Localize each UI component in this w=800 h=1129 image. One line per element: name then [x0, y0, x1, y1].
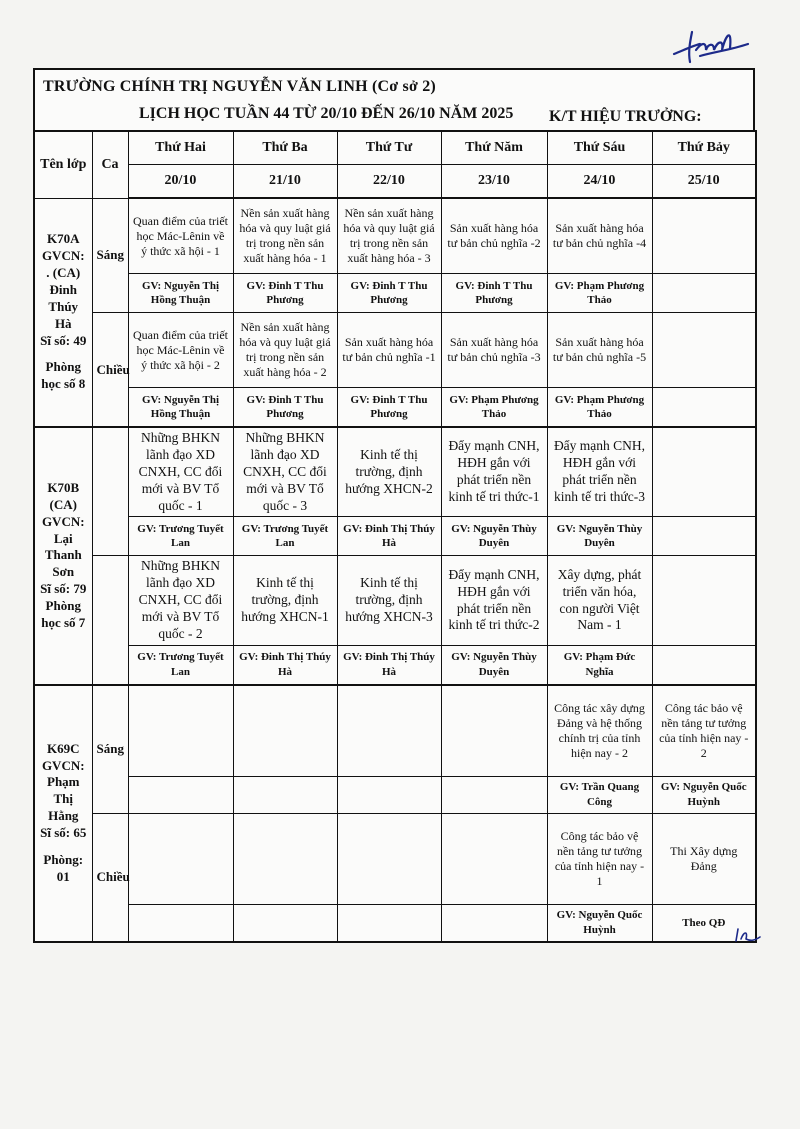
subject-row — [34, 313, 756, 388]
class-info-line: Sĩ số: 49 — [40, 332, 87, 348]
class-column-header: Tên lớp — [34, 131, 92, 198]
day-date: 22/10 — [337, 165, 441, 199]
subject-row — [34, 685, 756, 777]
day-name: Thứ Bảy — [652, 131, 756, 165]
session-label: Sáng — [92, 198, 128, 313]
class-info-line: Sĩ số: 65 — [40, 825, 87, 841]
subject-cell: Công tác bảo vệ nền tảng tư tưởng của tỉnh hiện nay - 2 — [652, 685, 756, 777]
subject-cell — [128, 685, 233, 777]
subject-cell: Sản xuất hàng hóa tư bản chủ nghĩa -1 — [337, 313, 441, 388]
subject-cell — [128, 813, 233, 904]
subject-cell: Những BHKN lãnh đạo XD CNXH, CC đổi mới và BV Tổ quốc - 3 — [233, 427, 337, 517]
subject-cell: Quan điểm của triết học Mác-Lênin về ý thức xã hội - 2 — [128, 313, 233, 388]
teacher-cell — [652, 517, 756, 556]
subject-cell: Đẩy mạnh CNH, HĐH gắn với phát triển nền kinh tế tri thức-3 — [547, 427, 652, 517]
teacher-cell: GV: Đinh T Thu Phương — [337, 388, 441, 428]
teacher-cell — [128, 904, 233, 942]
subject-cell — [337, 685, 441, 777]
class-info-line: Sĩ số: 79 — [40, 581, 87, 597]
class-info-line: Phòng: 01 — [43, 852, 84, 884]
class-info-line: K70A — [47, 231, 80, 247]
subject-cell: Sản xuất hàng hóa tư bản chủ nghĩa -2 — [441, 198, 547, 274]
day-date: 25/10 — [652, 165, 756, 199]
class-info-line: K69C — [47, 740, 80, 756]
subject-cell — [233, 685, 337, 777]
teacher-cell — [128, 776, 233, 813]
subject-cell: Kinh tế thị trường, định hướng XHCN-2 — [337, 427, 441, 517]
day-date: 24/10 — [547, 165, 652, 199]
session-label — [92, 427, 128, 556]
subject-cell: Sản xuất hàng hóa tư bản chủ nghĩa -3 — [441, 313, 547, 388]
schedule-table — [33, 130, 757, 943]
subject-cell: Sản xuất hàng hóa tư bản chủ nghĩa -4 — [547, 198, 652, 274]
schedule-title: LỊCH HỌC TUẦN 44 TỪ 20/10 ĐẾN 26/10 NĂM 2025 — [139, 105, 514, 122]
subject-row — [34, 556, 756, 645]
teacher-cell: GV: Đinh Thị Thúy Hà — [233, 645, 337, 685]
teacher-cell: GV: Phạm Đức Nghĩa — [547, 645, 652, 685]
subject-cell: Kinh tế thị trường, định hướng XHCN-3 — [337, 556, 441, 645]
session-label: Sáng — [92, 685, 128, 814]
teacher-cell — [337, 904, 441, 942]
subject-row — [34, 427, 756, 517]
teacher-cell: Theo QĐ — [652, 904, 756, 942]
class-info-line: học số 7 — [41, 614, 86, 630]
subject-cell — [441, 813, 547, 904]
teacher-cell: GV: Phạm Phương Thảo — [547, 388, 652, 428]
teacher-cell: GV: Nguyễn Thùy Duyên — [441, 517, 547, 556]
teacher-cell: GV: Nguyễn Quốc Huỳnh — [547, 904, 652, 942]
teacher-cell — [652, 388, 756, 428]
class-info-line: GVCN: — [41, 513, 85, 529]
day-name: Thứ Ba — [233, 131, 337, 165]
teacher-row — [34, 517, 756, 556]
teacher-cell: GV: Nguyễn Thị Hồng Thuận — [128, 274, 233, 313]
teacher-cell: GV: Phạm Phương Thảo — [441, 388, 547, 428]
class-info-line: Phòng — [45, 598, 81, 614]
teacher-cell: GV: Đinh Thị Thúy Hà — [337, 645, 441, 685]
subject-cell — [233, 813, 337, 904]
teacher-cell: GV: Nguyễn Thị Hồng Thuận — [128, 388, 233, 428]
signer-label: K/T HIỆU TRƯỞNG: — [549, 108, 702, 125]
day-date: 21/10 — [233, 165, 337, 199]
subject-cell: Đẩy mạnh CNH, HĐH gắn với phát triển nền kinh tế tri thức-2 — [441, 556, 547, 645]
subject-cell: Quan điểm của triết học Mác-Lênin về ý thức xã hội - 1 — [128, 198, 233, 274]
subject-cell — [652, 198, 756, 274]
subject-row — [34, 813, 756, 904]
teacher-cell: GV: Đinh Thị Thúy Hà — [337, 517, 441, 556]
class-info-line: Hằng — [48, 808, 79, 824]
class-info-line: (CA) — [49, 496, 77, 512]
subject-cell: Đẩy mạnh CNH, HĐH gắn với phát triển nền kinh tế tri thức-1 — [441, 427, 547, 517]
subject-cell — [652, 313, 756, 388]
subject-cell: Nền sản xuất hàng hóa và quy luật giá trị trong nền sản xuất hàng hóa - 3 — [337, 198, 441, 274]
teacher-cell — [652, 645, 756, 685]
session-column-header: Ca — [92, 131, 128, 198]
teacher-cell: GV: Đinh T Thu Phương — [233, 388, 337, 428]
day-name: Thứ Năm — [441, 131, 547, 165]
teacher-row — [34, 776, 756, 813]
teacher-cell — [233, 776, 337, 813]
class-info-line — [39, 349, 88, 359]
class-info-line: học số 8 — [41, 376, 86, 392]
day-date: 23/10 — [441, 165, 547, 199]
day-name: Thứ Hai — [128, 131, 233, 165]
class-info-line: . (CA) — [46, 265, 81, 281]
class-info-cell — [34, 427, 92, 685]
teacher-cell — [233, 904, 337, 942]
teacher-cell: GV: Trương Tuyết Lan — [233, 517, 337, 556]
subject-cell — [441, 685, 547, 777]
document-header — [33, 68, 755, 130]
class-info-line: K70B — [47, 479, 80, 495]
class-info-line: Thúy Hà — [48, 298, 79, 331]
principal-signature — [670, 20, 750, 70]
teacher-cell: GV: Nguyễn Thùy Duyên — [441, 645, 547, 685]
class-info-line: Lại — [53, 530, 73, 546]
school-name: TRƯỜNG CHÍNH TRỊ NGUYỄN VĂN LINH (Cơ sở 2) — [43, 78, 436, 95]
teacher-cell — [441, 904, 547, 942]
teacher-cell — [441, 776, 547, 813]
subject-cell — [652, 427, 756, 517]
class-info-cell — [34, 685, 92, 942]
subject-cell: Thi Xây dựng Đảng — [652, 813, 756, 904]
day-date: 20/10 — [128, 165, 233, 199]
class-info-line: GVCN: — [41, 757, 85, 773]
initials-mark — [732, 925, 762, 945]
session-label — [92, 556, 128, 685]
teacher-cell: GV: Trương Tuyết Lan — [128, 645, 233, 685]
class-info-line: GVCN: — [41, 248, 85, 264]
teacher-cell: GV: Đinh T Thu Phương — [233, 274, 337, 313]
class-info-cell — [34, 198, 92, 427]
class-info-line: Thanh — [44, 547, 82, 563]
class-info-line: Đinh — [49, 281, 77, 297]
teacher-cell: GV: Trương Tuyết Lan — [128, 517, 233, 556]
subject-cell: Những BHKN lãnh đạo XD CNXH, CC đổi mới và BV Tổ quốc - 2 — [128, 556, 233, 645]
subject-cell — [652, 556, 756, 645]
class-info-line: Phòng — [45, 359, 81, 375]
day-name: Thứ Sáu — [547, 131, 652, 165]
subject-cell — [337, 813, 441, 904]
teacher-row — [34, 388, 756, 428]
schedule-document — [33, 68, 755, 943]
teacher-cell: GV: Nguyễn Quốc Huỳnh — [652, 776, 756, 813]
teacher-row — [34, 904, 756, 942]
class-info-line — [39, 842, 88, 852]
day-name: Thứ Tư — [337, 131, 441, 165]
class-info-line: Phạm Thị — [47, 774, 80, 807]
subject-cell: Công tác bảo vệ nền tảng tư tưởng của tỉnh hiện nay - 1 — [547, 813, 652, 904]
teacher-cell: GV: Trần Quang Công — [547, 776, 652, 813]
subject-cell: Sản xuất hàng hóa tư bản chủ nghĩa -5 — [547, 313, 652, 388]
subject-cell: Kinh tế thị trường, định hướng XHCN-1 — [233, 556, 337, 645]
teacher-cell: GV: Nguyễn Thùy Duyên — [547, 517, 652, 556]
subject-row — [34, 198, 756, 274]
class-info-line: Sơn — [52, 564, 75, 580]
teacher-row — [34, 645, 756, 685]
subject-cell: Nền sản xuất hàng hóa và quy luật giá trị trong nền sản xuất hàng hóa - 2 — [233, 313, 337, 388]
session-label: Chiều — [92, 313, 128, 428]
teacher-cell: GV: Đinh T Thu Phương — [441, 274, 547, 313]
subject-cell: Công tác xây dựng Đảng và hệ thống chính trị của tỉnh hiện nay - 2 — [547, 685, 652, 777]
teacher-cell: GV: Phạm Phương Thảo — [547, 274, 652, 313]
teacher-row — [34, 274, 756, 313]
session-label: Chiều — [92, 813, 128, 942]
subject-cell: Nền sản xuất hàng hóa và quy luật giá trị trong nền sản xuất hàng hóa - 1 — [233, 198, 337, 274]
teacher-cell — [652, 274, 756, 313]
subject-cell: Xây dựng, phát triển văn hóa, con người Việt Nam - 1 — [547, 556, 652, 645]
teacher-cell — [337, 776, 441, 813]
teacher-cell: GV: Đinh T Thu Phương — [337, 274, 441, 313]
subject-cell: Những BHKN lãnh đạo XD CNXH, CC đổi mới và BV Tổ quốc - 1 — [128, 427, 233, 517]
